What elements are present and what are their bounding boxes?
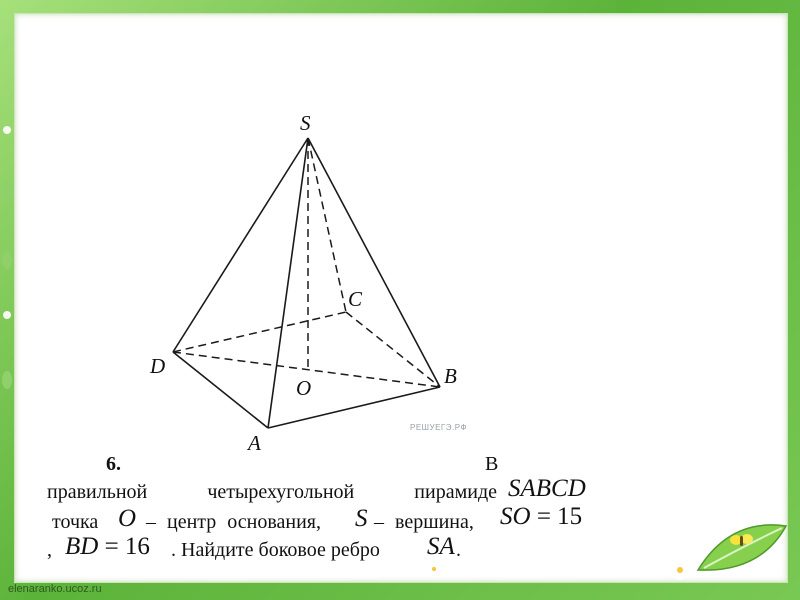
content-card: [38, 80, 620, 568]
equation-BD: BD = 16: [65, 533, 150, 560]
leaf-icon: [690, 518, 790, 580]
vertex-label-C: C: [348, 287, 363, 311]
vertex-label-O: O: [296, 376, 312, 400]
word-v: В: [485, 453, 499, 475]
edge-DA: [173, 352, 268, 428]
footer-site-url: elenaranko.ucoz.ru: [8, 583, 102, 595]
point-S: S: [355, 505, 368, 532]
problem-line1: правильной четырехугольной пирамиде: [47, 481, 497, 503]
flower-icon: [670, 560, 690, 580]
edge-AB: [268, 387, 440, 428]
vertex-label-S: S: [300, 111, 311, 135]
edge-SB: [308, 138, 440, 387]
vertex-label-A: A: [248, 431, 261, 455]
text-vertex: – вершина,: [374, 511, 474, 533]
vertex-label-D: D: [150, 354, 166, 378]
pyramid-figure: [38, 80, 620, 455]
edge-SA-label: SA: [427, 533, 455, 560]
point-O: O: [118, 505, 137, 532]
vertex-label-B: B: [444, 364, 457, 388]
problem-number: 6.: [106, 453, 121, 475]
flower-icon: [427, 562, 441, 576]
text-find: . Найдите боковое ребро: [171, 539, 380, 561]
watermark: РЕШУЕГЭ.РФ: [410, 423, 468, 432]
word-tochka: точка: [52, 511, 99, 533]
edge-SD: [173, 138, 308, 352]
text-center: – центр основания,: [146, 511, 322, 533]
period: .: [456, 539, 461, 561]
edge-CB: [346, 312, 440, 387]
leaf-icon: [0, 120, 14, 440]
comma: ,: [47, 539, 52, 561]
edge-DC: [173, 312, 346, 352]
equation-SO: SO = 15: [500, 503, 583, 530]
pyramid-name: SABCD: [508, 475, 586, 502]
edge-SC: [308, 138, 346, 312]
